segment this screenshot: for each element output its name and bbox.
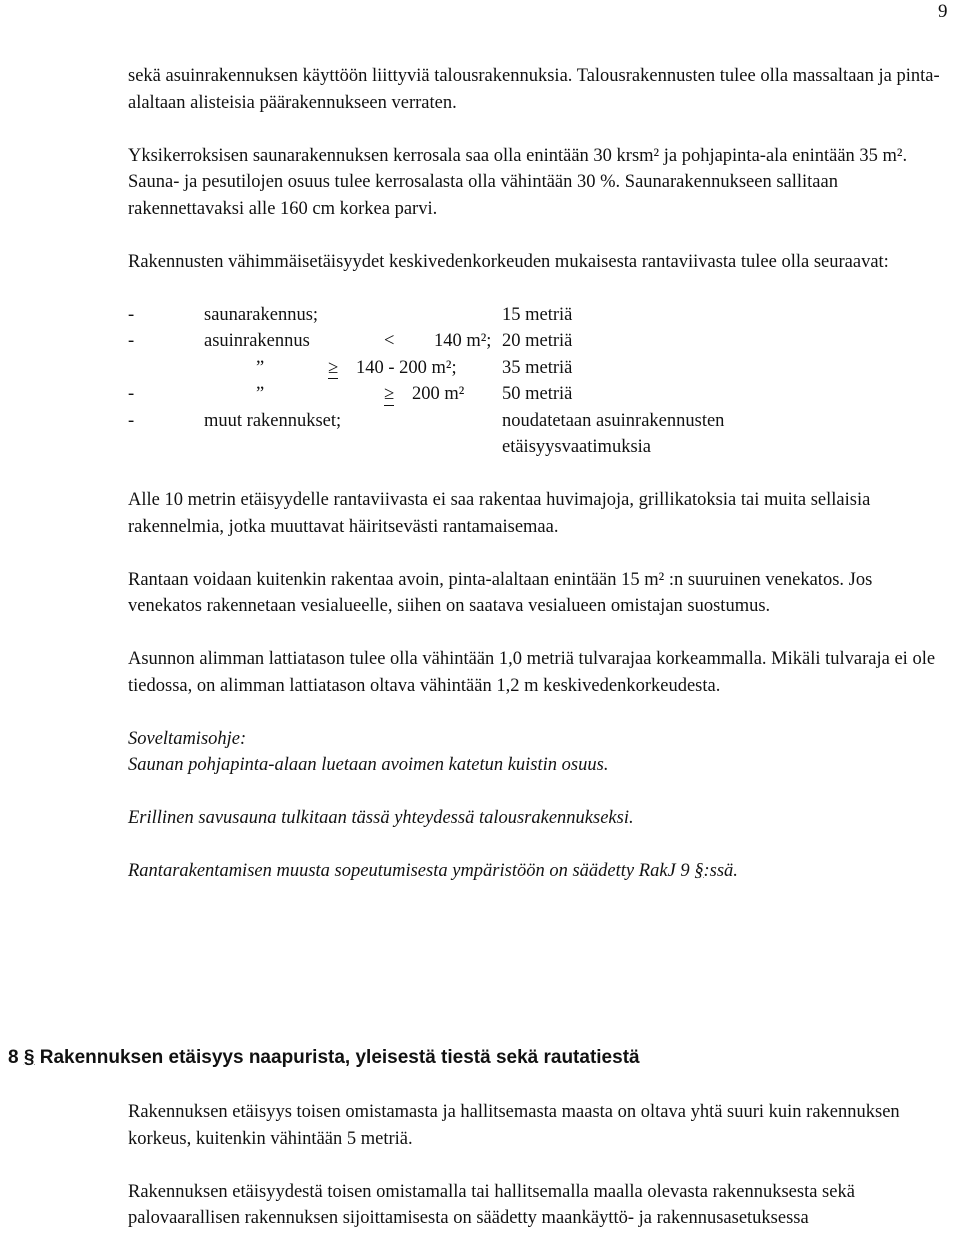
distance-value: 15 metriä bbox=[502, 304, 573, 325]
floor-area: 140 m²; bbox=[434, 331, 492, 351]
paragraph-boathouse: Rantaan voidaan kuitenkin rakentaa avoin, pinta-alaltaan enintään 15 m² :n suuruinen venekatos. Jos venekatos rakennetaan vesialueelle, siihen on saatava vesialueen omistajan suostumus. bbox=[128, 569, 873, 616]
paragraph-outbuildings: sekä asuinrakennuksen käyttöön liittyviä talousrakennuksia. Talousrakennusten tulee olla massaltaan ja pinta-alaltaan alisteisia päärakennukseen verraten. bbox=[128, 66, 940, 113]
list-dash: - bbox=[128, 410, 135, 431]
floor-area: 140 - 200 m²; bbox=[356, 357, 457, 378]
reference-text: Rantarakentamisen muusta sopeutumisesta ympäristöön on säädetty RakJ 9 bbox=[128, 861, 695, 881]
distance-row-other bbox=[128, 408, 948, 435]
section-symbol: § bbox=[23, 1047, 35, 1068]
ditto-mark: ” bbox=[256, 357, 265, 378]
building-type: asuinrakennus bbox=[204, 331, 310, 351]
comparison-operator: < bbox=[384, 331, 395, 351]
comparison-operator: ≥ bbox=[328, 355, 338, 382]
guidance-line-sauna: Saunan pohjapinta-alaan luetaan avoimen katetun kuistin osuus. bbox=[128, 755, 609, 775]
section-heading bbox=[8, 1045, 948, 1071]
section-number: 8 bbox=[8, 1047, 24, 1068]
distance-value: noudatetaan asuinrakennusten bbox=[502, 410, 725, 431]
floor-area: 200 m² bbox=[412, 384, 465, 404]
paragraph-sauna: Yksikerroksisen saunarakennuksen kerrosala saa olla enintään 30 krsm² ja pohjapinta-ala enintään 35 m². Sauna- ja pesutilojen osuus tulee kerrosalasta olla vähintään 30 %. Saunarakennukseen sallitaan rakennettavaksi alle 160 cm korkea parvi. bbox=[128, 145, 908, 219]
document-body bbox=[128, 63, 948, 885]
distance-value: 50 metriä bbox=[502, 384, 573, 404]
paragraph-regulation: Rakennuksen etäisyydestä toisen omistamalla tai hallitsemalla maalla olevasta rakennuksesta sekä palovaarallisen rakennuksen sijoittamisesta on säädetty maankäyttö- ja rakennusasetuksessa bbox=[128, 1181, 855, 1228]
page-number: 9 bbox=[938, 1, 948, 22]
guidance-line-reference bbox=[128, 858, 948, 885]
paragraph-floor-level: Asunnon alimman lattiatason tulee olla vähintään 1,0 metriä tulvarajaa korkeammalla. Mikäli tulvaraja ei ole tiedossa, on alimman lattiatason oltava vähintään 1,2 m keskivedenkorkeudesta. bbox=[128, 649, 936, 696]
distance-row-residential-large bbox=[128, 381, 948, 408]
distance-value: etäisyysvaatimuksia bbox=[502, 437, 651, 457]
distance-row-residential-medium bbox=[128, 355, 948, 382]
section-body bbox=[128, 1099, 948, 1232]
ditto-mark: ” bbox=[256, 384, 265, 404]
paragraph-shore-distances: Rakennusten vähimmäisetäisyydet keskivedenkorkeuden mukaisesta rantaviivasta tulee olla seuraavat: bbox=[128, 251, 889, 272]
distance-list bbox=[128, 302, 948, 461]
distance-value: 35 metriä bbox=[502, 357, 573, 378]
guidance-line-smoke-sauna: Erillinen savusauna tulkitaan tässä yhteydessä talousrakennukseksi. bbox=[128, 808, 634, 828]
paragraph-no-pavilions: Alle 10 metrin etäisyydelle rantaviivasta ei saa rakentaa huvimajoja, grillikatoksia tai muita sellaisia rakennelmia, jotka muuttavat häiritsevästi rantamaisemaa. bbox=[128, 490, 871, 537]
comparison-operator: ≥ bbox=[384, 381, 394, 408]
section-symbol: § bbox=[694, 861, 704, 881]
list-dash: - bbox=[128, 331, 135, 351]
section-title: Rakennuksen etäisyys naapurista, yleisestä tiestä sekä rautatiestä bbox=[34, 1047, 640, 1068]
reference-end: :ssä. bbox=[703, 861, 738, 881]
distance-row-residential-small bbox=[128, 328, 948, 355]
list-dash: - bbox=[128, 384, 135, 404]
building-type: muut rakennukset; bbox=[204, 410, 342, 431]
distance-value: 20 metriä bbox=[502, 331, 573, 351]
guidance-title: Soveltamisohje: bbox=[128, 728, 247, 749]
building-type: saunarakennus; bbox=[204, 304, 319, 325]
list-dash: - bbox=[128, 304, 135, 325]
paragraph-neighbor-distance: Rakennuksen etäisyys toisen omistamasta ja hallitsemasta maasta on oltava yhtä suuri kuin rakennuksen korkeus, kuitenkin vähintään 5 metriä. bbox=[128, 1102, 900, 1149]
distance-row-other-continued bbox=[128, 434, 948, 461]
distance-row-sauna bbox=[128, 302, 948, 329]
